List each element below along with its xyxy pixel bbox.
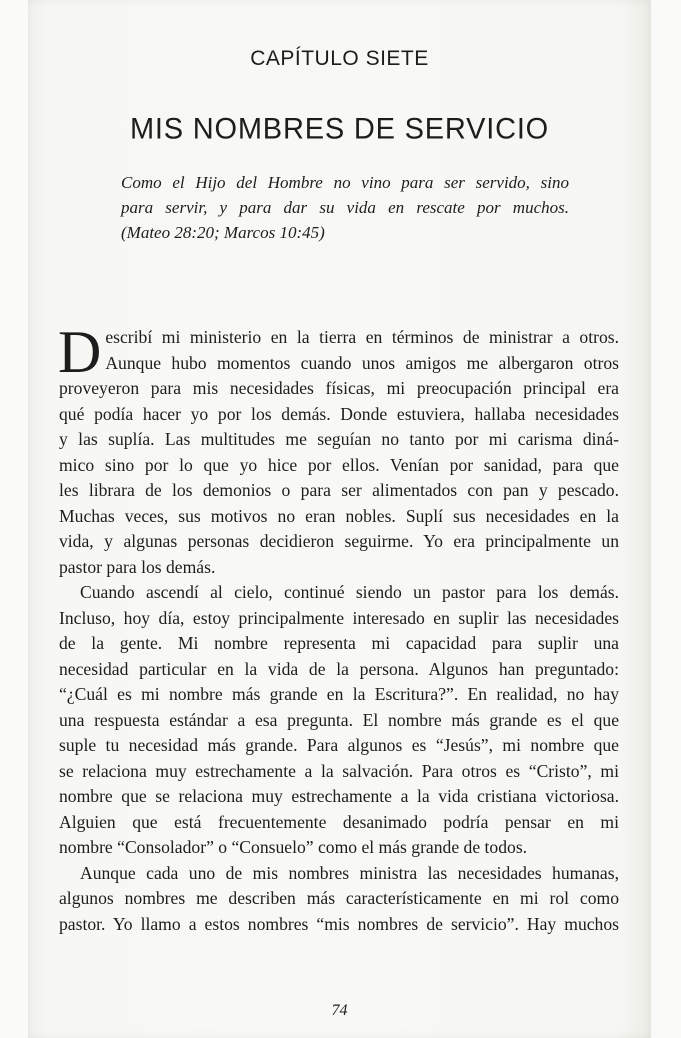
body-line: proveyeron para mis necesidades físicas, mi preocupación principal era	[59, 378, 619, 398]
body-line: Incluso, hoy día, estoy principalmente interesado en suplir las necesidades	[59, 607, 619, 628]
chapter-label: CAPÍTULO SIETE	[250, 47, 429, 70]
body-line: Aunque hubo momentos cuando unos amigos me albergaron otros	[105, 352, 619, 373]
body-line: Alguien que está frecuentemente desanimado podría pensar en mi	[59, 811, 619, 832]
body-line: nombre que se relaciona muy estrechamente a la vida cristiana victoriosa.	[59, 786, 619, 806]
body-line: mico sino por lo que yo hice por ellos. Venían por sanidad, para que	[59, 454, 619, 475]
body-line: suple tu necesidad más grande. Para algunos es “Jesús”, mi nombre que	[59, 735, 619, 755]
body-line: les librara de los demonios o para ser alimentados con pan y pescado.	[59, 480, 619, 500]
body-line: pastor. Yo llamo a estos nombres “mis nombres de servicio”. Hay muchos	[59, 913, 619, 934]
drop-cap: D	[58, 319, 102, 385]
body-text	[58, 319, 619, 937]
body-line: Muchas veces, sus motivos no eran nobles. Suplí sus necesidades en la	[59, 505, 619, 526]
epigraph	[121, 170, 569, 245]
paragraph-2	[59, 580, 619, 861]
epigraph-citation: (Mateo 28:20; Marcos 10:45)	[121, 223, 325, 242]
body-line: necesidad particular en la vida de la persona. Algunos han preguntado:	[59, 658, 619, 679]
book-page	[28, 0, 651, 1038]
body-line: nombre “Consolador” o “Consuelo” como el más grande de todos.	[59, 837, 528, 857]
body-line: “¿Cuál es mi nombre más grande en la Escritura?”. En realidad, no hay	[59, 684, 619, 704]
body-line: se relaciona muy estrechamente a la salvación. Para otros es “Cristo”, mi	[59, 760, 619, 781]
epigraph-line: para servir, y para dar su vida en rescate por muchos.	[121, 198, 569, 217]
body-line: algunos nombres me describen más característicamente en mi rol como	[59, 888, 619, 908]
bleed-through-text	[228, 6, 468, 23]
body-line: qué podía hacer yo por los demás. Donde estuviera, hallaba necesidades	[59, 403, 619, 424]
body-line: escribí mi ministerio en la tierra en términos de ministrar a otros.	[105, 327, 619, 347]
body-line: y las suplía. Las multitudes me seguían no tanto por mi carisma diná-	[59, 429, 619, 449]
paragraph-1	[58, 319, 619, 580]
body-line: Cuando ascendí al cielo, continué siendo un pastor para los demás.	[80, 582, 619, 602]
epigraph-line: Como el Hijo del Hombre no vino para ser servido, sino	[121, 173, 569, 192]
paragraph-3	[59, 861, 619, 938]
body-line: Aunque cada uno de mis nombres ministra las necesidades humanas,	[80, 862, 619, 883]
body-line: vida, y algunas personas decidieron seguirme. Yo era principalmente un	[59, 531, 619, 551]
body-line: de la gente. Mi nombre representa mi capacidad para suplir una	[59, 633, 619, 653]
chapter-title: MIS NOMBRES DE SERVICIO	[129, 112, 550, 146]
page-number: 74	[331, 1002, 348, 1019]
body-line: una respuesta estándar a esa pregunta. El nombre más grande es el que	[59, 709, 619, 730]
body-line: pastor para los demás.	[59, 556, 216, 577]
